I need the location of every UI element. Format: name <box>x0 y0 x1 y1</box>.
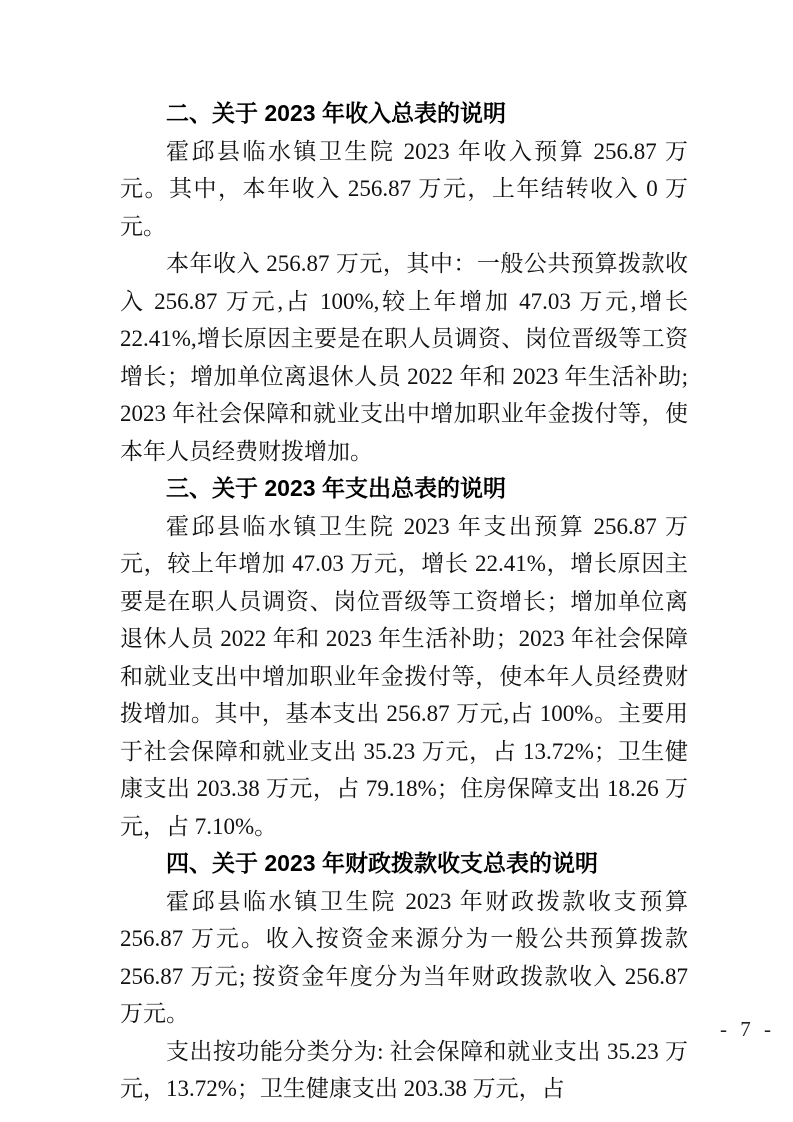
section-2-heading: 二、关于 2023 年收入总表的说明 <box>166 100 506 126</box>
section-2-paragraph-1: 霍邱县临水镇卫生院 2023 年收入预算 256.87 万元。其中，本年收入 256.87 万元，上年结转收入 0 万元。 <box>120 138 688 239</box>
section-2-paragraph-2: 本年收入 256.87 万元，其中：一般公共预算拨款收入 256.87 万元,占 100%,较上年增加 47.03 万元,增长 22.41%,增长原因主要是在职人员调资、岗位晋级等工资增长；增加单位离退休人员 2022 年和 2023 年生活补助; 2023 年社会保障和就业支出中增加职业年金拨付等，使本年人员经费财拨增加。 <box>120 251 688 464</box>
section-3-heading: 三、关于 2023 年支出总表的说明 <box>166 475 506 501</box>
document-content <box>120 95 688 1108</box>
section-4-paragraph-2: 支出按功能分类分为: 社会保障和就业支出 35.23 万元，13.72%；卫生健康支出 203.38 万元，占 <box>120 1038 688 1101</box>
section-4-paragraph-1: 霍邱县临水镇卫生院 2023 年财政拨款收支预算 256.87 万元。收入按资金来源分为一般公共预算拨款 256.87 万元; 按资金年度分为当年财政拨款收入 256.87 万元。 <box>120 888 688 1026</box>
section-3-paragraph-1: 霍邱县临水镇卫生院 2023 年支出预算 256.87 万元，较上年增加 47.03 万元，增长 22.41%，增长原因主要是在职人员调资、岗位晋级等工资增长；增加单位离退休人员 2022 年和 2023 年生活补助；2023 年社会保障和就业支出中增加职业年金拨付等，使本年人员经费财拨增加。其中，基本支出 256.87 万元,占 100%。主要用于社会保障和就业支出 35.23 万元，占 13.72%；卫生健康支出 203.38 万元，占 79.18%；住房保障支出 18.26 万元，占 7.10%。 <box>120 513 688 839</box>
section-4-heading: 四、关于 2023 年财政拨款收支总表的说明 <box>166 850 598 876</box>
page-number: - 7 - <box>720 1017 775 1041</box>
